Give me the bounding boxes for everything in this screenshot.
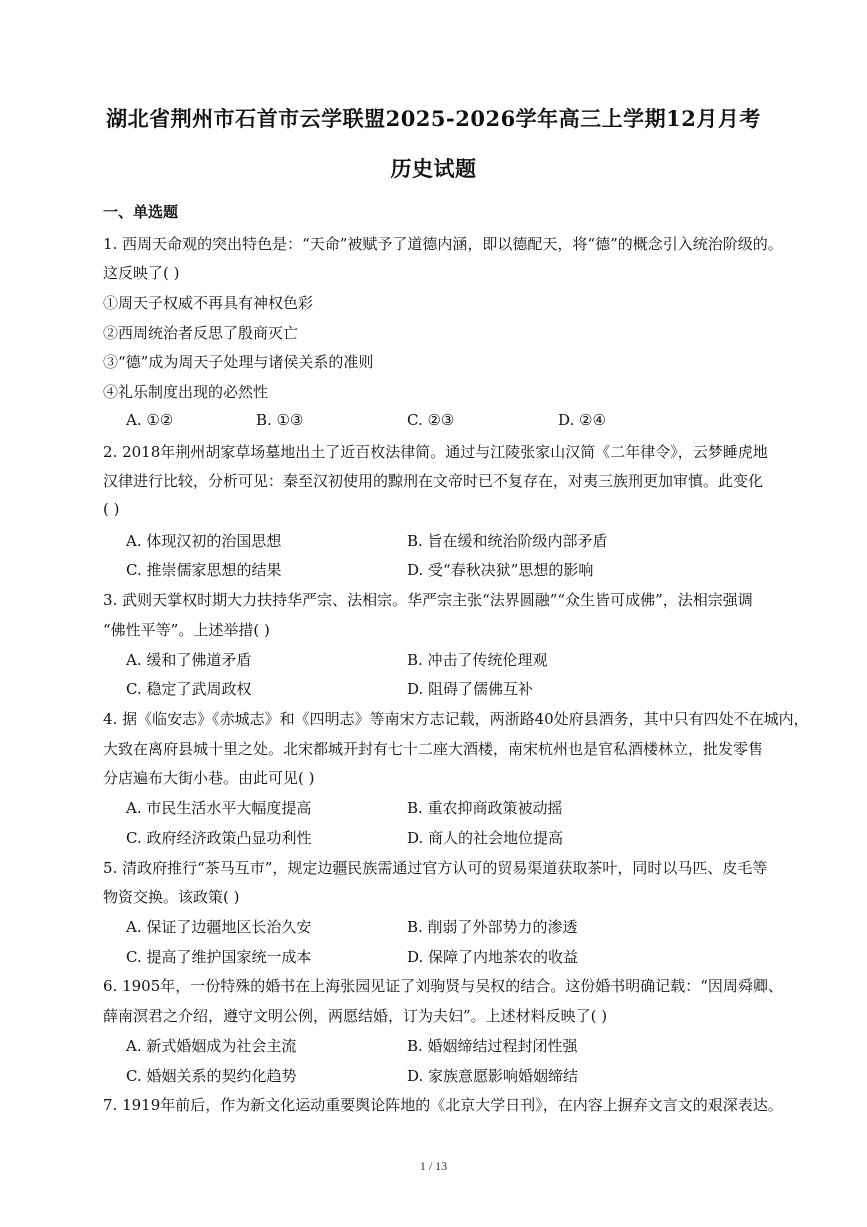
question-3-option-b: B. 冲击了传统伦理观	[407, 651, 548, 669]
question-4-stem-line: 4. 据《临安志》《赤城志》和《四明志》等南宋方志记载，两浙路40处府县酒务，其中只有四处不在城内，	[103, 710, 809, 728]
question-4-option-d: D. 商人的社会地位提高	[407, 829, 564, 847]
question-6-option-d: D. 家族意愿影响婚姻缔结	[407, 1067, 579, 1085]
question-5-option-d: D. 保障了内地茶农的收益	[407, 948, 579, 966]
question-2-option-d: D. 受“春秋决狱”思想的影响	[407, 561, 594, 579]
document-title: 湖北省荆州市石首市云学联盟2025-2026学年高三上学期12月月考	[106, 106, 761, 131]
document-subtitle: 历史试题	[390, 156, 477, 181]
question-2-stem-line: ( )	[103, 500, 120, 518]
question-1-option-a: A. ①②	[126, 411, 174, 429]
question-1-statement: ④礼乐制度出现的必然性	[103, 383, 269, 401]
question-1-statement: ①周天子权威不再具有神权色彩	[103, 294, 314, 312]
question-4-option-c: C. 政府经济政策凸显功利性	[126, 829, 312, 847]
question-5-stem-line: 物资交换。该政策( )	[103, 888, 240, 906]
question-1-option-c: C. ②③	[407, 411, 455, 429]
question-6-stem-line: 6. 1905年，一份特殊的婚书在上海张园见证了刘驹贤与吴权的结合。这份婚书明确记载：“因周舜卿、	[103, 977, 783, 995]
question-3-stem-line: 3. 武则天掌权时期大力扶持华严宗、法相宗。华严宗主张“法界圆融”“众生皆可成佛”，法相宗强调	[103, 591, 753, 609]
question-2-option-a: A. 体现汉初的治国思想	[126, 532, 282, 550]
question-3-stem-line: “佛性平等”。上述举措( )	[103, 621, 270, 639]
question-6-option-c: C. 婚姻关系的契约化趋势	[126, 1067, 297, 1085]
question-1-stem-line: 这反映了( )	[103, 264, 180, 282]
question-7-stem-line: 7. 1919年前后，作为新文化运动重要舆论阵地的《北京大学日刊》，在内容上摒弃文言文的艰深表达。	[103, 1096, 783, 1114]
question-2-option-b: B. 旨在缓和统治阶级内部矛盾	[407, 532, 608, 550]
question-1-stem-line: 1. 西周天命观的突出特色是：“天命”被赋予了道德内涵，即以德配天，将“德”的概念引入统治阶级的。	[103, 235, 783, 253]
question-3-option-c: C. 稳定了武周政权	[126, 680, 252, 698]
question-5-option-a: A. 保证了边疆地区长治久安	[126, 918, 312, 936]
question-5-option-b: B. 削弱了外部势力的渗透	[407, 918, 578, 936]
question-6-option-a: A. 新式婚姻成为社会主流	[126, 1037, 297, 1055]
question-5-stem-line: 5. 清政府推行“茶马互市”，规定边疆民族需通过官方认可的贸易渠道获取茶叶，同时以马匹、皮毛等	[103, 859, 768, 877]
question-3-option-a: A. 缓和了佛道矛盾	[126, 651, 252, 669]
question-6-stem-line: 薛南溟君之介绍，遵守文明公例，两愿结婚，订为夫妇”。上述材料反映了( )	[103, 1007, 608, 1025]
section-heading: 一、单选题	[103, 203, 179, 221]
question-2-stem-line: 汉律进行比较，分析可见：秦至汉初使用的黥刑在文帝时已不复存在，对夷三族刑更加审慎。此变化	[103, 472, 764, 490]
question-4-stem-line: 大致在离府县城十里之处。北宋都城开封有七十二座大酒楼，南宋杭州也是官私酒楼林立，批发零售	[103, 740, 764, 758]
question-4-option-a: A. 市民生活水平大幅度提高	[126, 799, 312, 817]
question-1-statement: ②西周统治者反思了殷商灭亡	[103, 324, 299, 342]
question-1-option-b: B. ①③	[256, 411, 304, 429]
question-4-stem-line: 分店遍布大街小巷。由此可见( )	[103, 769, 315, 787]
question-2-stem-line: 2. 2018年荆州胡家草场墓地出土了近百枚法律简。通过与江陵张家山汉简《二年律令》，云梦睡虎地	[103, 443, 768, 461]
question-6-option-b: B. 婚姻缔结过程封闭性强	[407, 1037, 578, 1055]
question-2-option-c: C. 推崇儒家思想的结果	[126, 561, 282, 579]
question-5-option-c: C. 提高了维护国家统一成本	[126, 948, 312, 966]
page-indicator: 1 / 13	[419, 1159, 448, 1173]
question-1-statement: ③“德”成为周天子处理与诸侯关系的准则	[103, 353, 374, 371]
question-3-option-d: D. 阻碍了儒佛互补	[407, 680, 534, 698]
question-1-option-d: D. ②④	[558, 411, 606, 429]
question-4-option-b: B. 重农抑商政策被动摇	[407, 799, 563, 817]
